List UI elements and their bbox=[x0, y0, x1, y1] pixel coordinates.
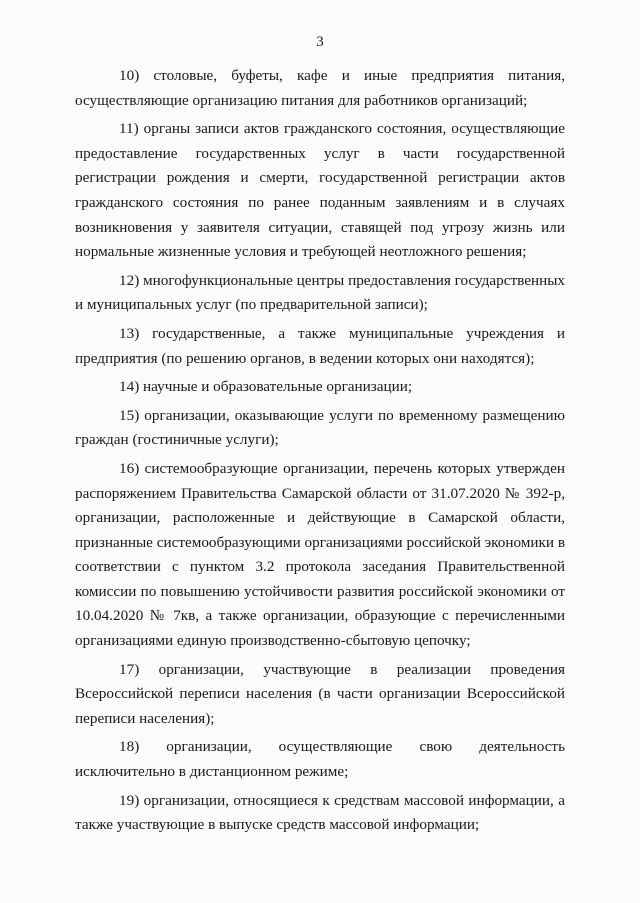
list-item-19: 19) организации, относящиеся к средствам массовой информации, а также участвующие в выпуске средств массовой информации; bbox=[75, 791, 565, 834]
list-item-14: 14) научные и образовательные организации; bbox=[119, 378, 413, 396]
document-body bbox=[75, 64, 565, 842]
list-item-16: 16) системообразующие организации, перечень которых утвержден распоряжением Правительства Самарской области от 31.07.2020 № 392-р, организации, расположенные и действующие в Самарской области, признанные системообразующими организациями российской экономики в соответствии с пунктом 3.2 протокола заседания Правительственной комиссии по повышению устойчивости развития российской экономики от 10.04.2020 № 7кв, а также организации, образующие с перечисленными организациями единую производственно-сбытовую цепочку; bbox=[75, 459, 566, 650]
list-item-11: 11) органы записи актов гражданского состояния, осуществляющие предоставление государственных услуг в части государственной регистрации рождения и смерти, государственной регистрации актов гражданского состояния по ранее поданным заявлениям и в случаях возникновения у заявителя ситуации, ставящей под угрозу жизнь или нормальные жизненные условия и требующей неотложного решения; bbox=[75, 120, 565, 261]
list-item-18: 18) организации, осуществляющие свою деятельность исключительно в дистанционном режиме; bbox=[75, 738, 565, 781]
page-number: 3 bbox=[316, 34, 324, 50]
list-item-13: 13) государственные, а также муниципальные учреждения и предприятия (по решению органов, в ведении которых они находятся); bbox=[75, 324, 565, 367]
list-item-10: 10) столовые, буфеты, кафе и иные предприятия питания, осуществляющие организацию питания для работников организаций; bbox=[75, 67, 565, 109]
list-item-12: 12) многофункциональные центры предоставления государственных и муниципальных услуг (по предварительной записи); bbox=[75, 271, 565, 314]
list-item-17: 17) организации, участвующие в реализации проведения Всероссийской переписи населения (в части организации Всероссийской переписи населения); bbox=[75, 660, 565, 727]
list-item-15: 15) организации, оказывающие услуги по временному размещению граждан (гостиничные услуги); bbox=[75, 406, 565, 449]
